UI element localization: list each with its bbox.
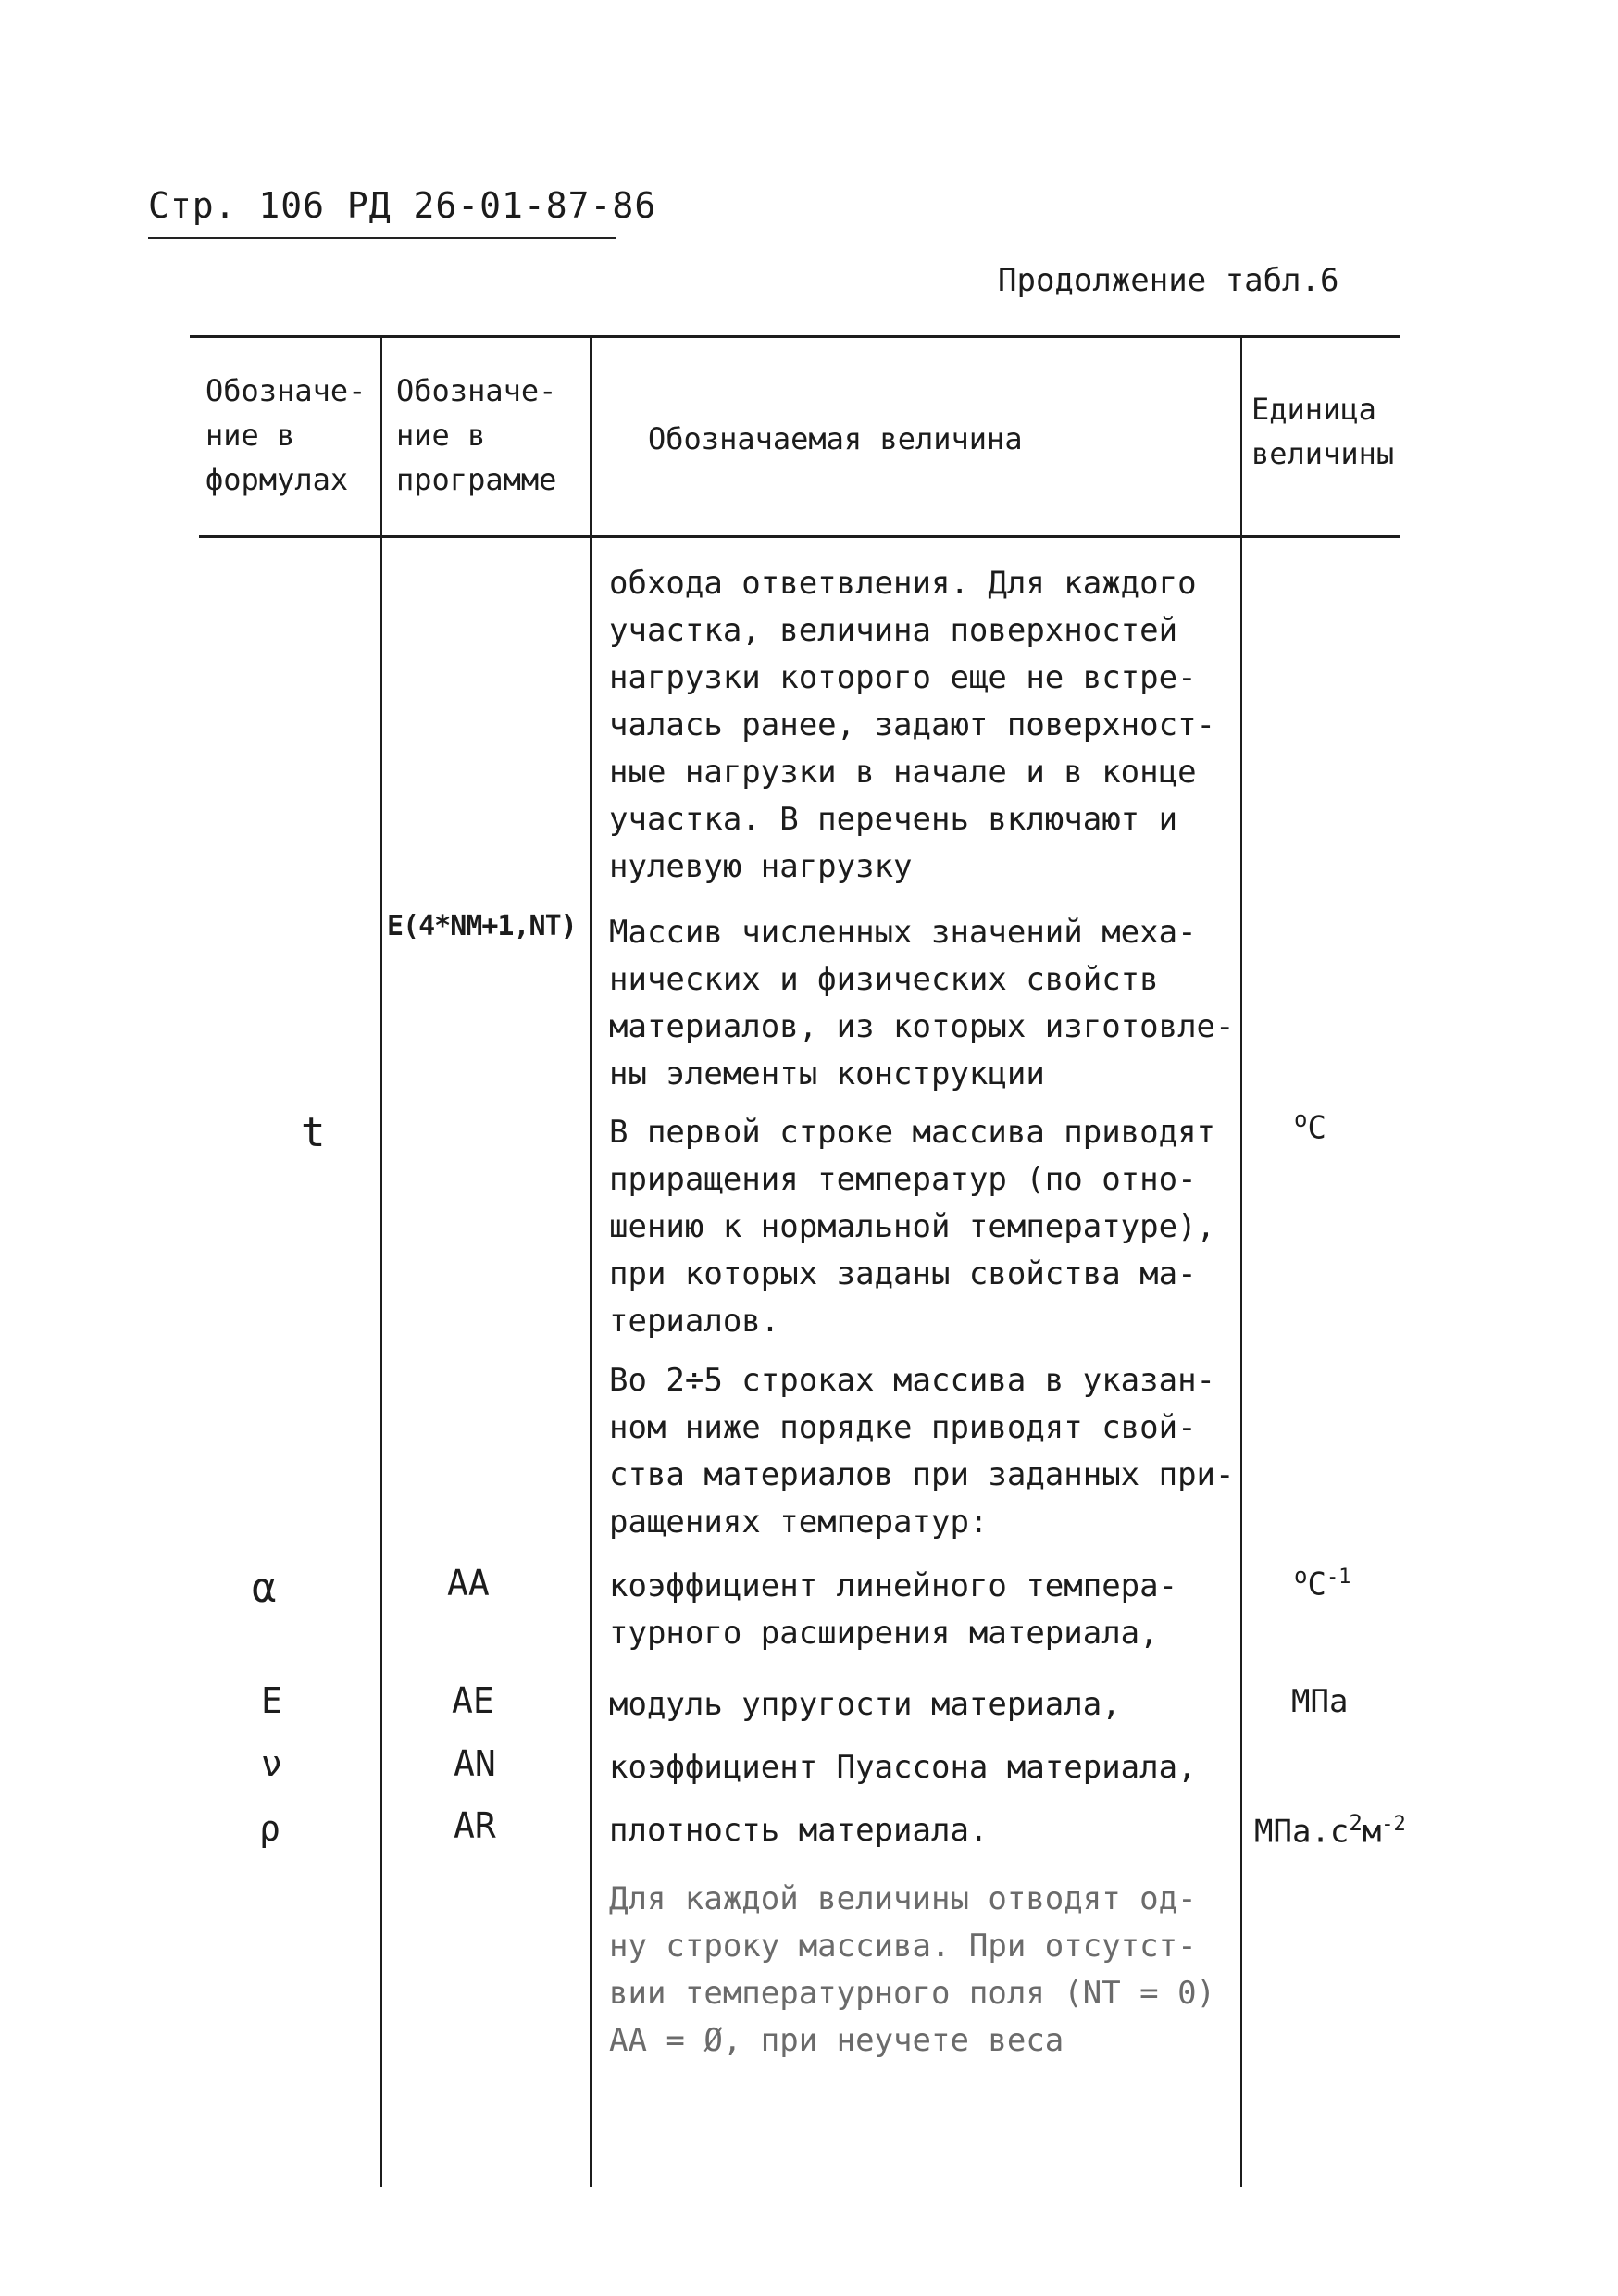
table-continuation-label: Продолжение табл.6 [998,262,1339,299]
table-row-description: коэффициент Пуассона материала, [609,1749,1197,1786]
table-row-description: Массив численных значений меха- нических и физических свойств материалов, из которых изготовле- ны элементы конструкции [609,914,1235,1092]
program-symbol-AE: AE [452,1680,494,1721]
column-divider-2 [590,335,592,2187]
table-row-description: Во 2÷5 строках массива в указан- ном ниже порядке приводят свой- ства материалов при заданных при- ращениях температур: [609,1362,1235,1541]
header-formula-symbol: Обозначе- ние в формулах [205,373,367,497]
header-quantity: Обозначаемая величина [648,421,1023,456]
header-underline [148,237,616,239]
table-row-description: В первой строке массива приводят приращения температур (по отно- шению к нормальной температуре), при которых заданы свойства ма- териалов. [609,1114,1216,1340]
formula-symbol-nu: ν [261,1743,282,1784]
column-divider-1 [380,335,382,2187]
program-symbol-E: E(4*NM+1,NT) [387,910,577,942]
unit-celsius: $^o$C [1294,1106,1326,1147]
unit-mpa: МПа [1291,1683,1349,1720]
formula-symbol-rho: ρ [259,1808,280,1849]
header-unit: Единица величины [1251,392,1395,471]
page-header: Стр. 106 РД 26-01-87-86 [148,185,657,226]
header-program-symbol: Обозначе- ние в программе [396,373,557,497]
table-row-description: коэффициент линейного темпера- турного расширения материала, [609,1567,1178,1652]
program-symbol-AN: AN [454,1743,496,1784]
table-row-description: модуль упругости материала, [609,1686,1121,1723]
formula-symbol-E: E [261,1680,282,1721]
table-row-description: Для каждой величины отводят од- ну строку массива. При отсутст- вии температурного поля (NT = 0) AA = Ø, при неучете веса [609,1880,1216,2059]
table-row-description: плотность материала. [609,1812,989,1849]
formula-symbol-alpha: α [252,1565,277,1612]
unit-density: $МПа.с^2м^{-2}$ [1254,1810,1406,1851]
unit-per-celsius: $^oC^{-1}$ [1294,1563,1351,1603]
table-row-description: обхода ответвления. Для каждого участка, величина поверхностей нагрузки которого еще не встре- чалась ранее, задают поверхност- ные нагрузки в начале и в конце участка. В перечень включают и нулевую нагрузку [609,565,1216,885]
table-top-rule [190,335,1400,338]
program-symbol-AR: AR [454,1805,496,1846]
column-divider-3 [1240,335,1242,2187]
program-symbol-AA: AA [447,1563,490,1603]
formula-symbol-t: t [301,1109,326,1156]
